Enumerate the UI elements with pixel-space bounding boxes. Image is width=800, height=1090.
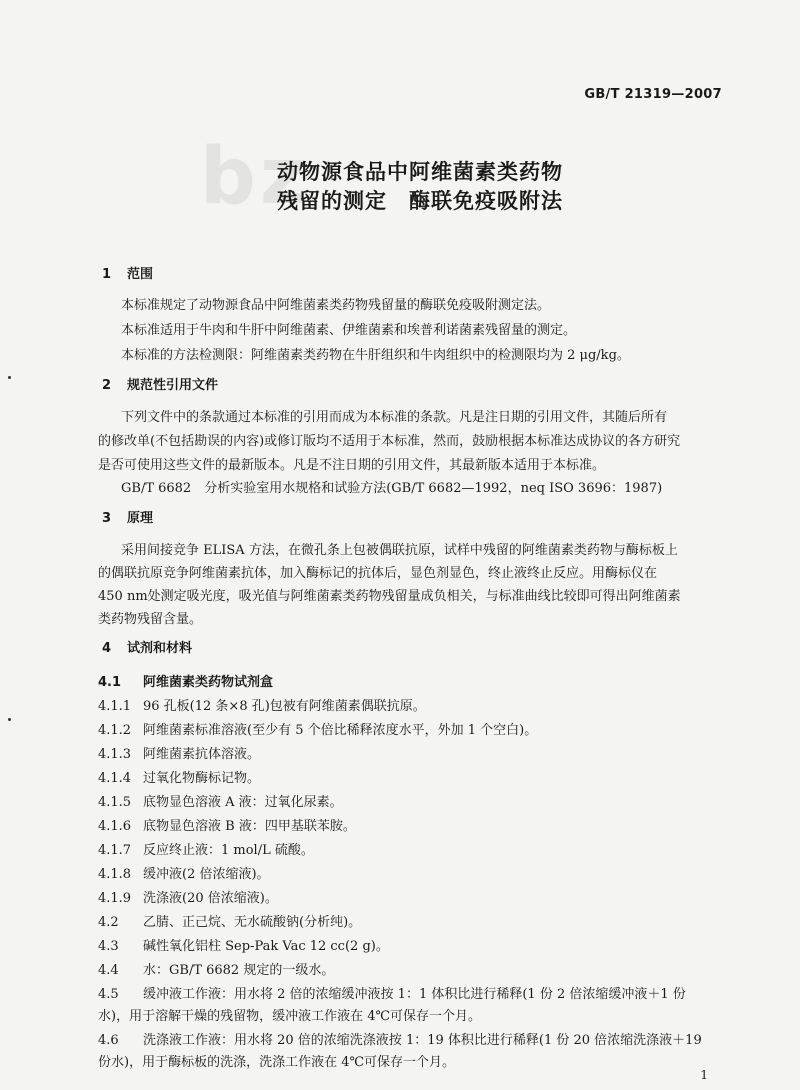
section-heading-2: 2 规范性引用文件 [102,378,219,393]
clause-item: 4.1.4 过氧化物酶标记物。 [98,771,261,786]
paragraph: 的偶联抗原竞争阿维菌素抗体，加入酶标记的抗体后，显色剂显色，终止液终止反应。用酶标仪在 [98,566,658,581]
paragraph: 采用间接竞争 ELISA 方法，在微孔条上包被偶联抗原，试样中残留的阿维菌素类药物与酶标板上 [121,543,678,558]
normative-reference: GB/T 6682 分析实验室用水规格和试验方法(GB/T 6682—1992，neq ISO 3696：1987) [121,481,663,496]
clause-item: 4.1.3 阿维菌素抗体溶液。 [98,747,261,762]
section-heading-1: 1 范围 [102,267,154,282]
document-title-line2: 残留的测定 酶联免疫吸附法 [277,189,563,213]
paragraph: 类药物残留含量。 [98,612,203,627]
standard-number: GB/T 21319—2007 [584,87,722,102]
document-title-line1: 动物源食品中阿维菌素类药物 [277,160,563,184]
clause-item: 4.1.1 96 孔板(12 条×8 孔)包被有阿维菌素偶联抗原。 [98,699,426,714]
clause-continuation: 份水)，用于酶标板的洗涤，洗涤工作液在 4℃可保存一个月。 [98,1055,456,1070]
paragraph: 本标准规定了动物源食品中阿维菌素类药物残留量的酶联免疫吸附测定法。 [121,298,551,313]
scan-artifact [8,718,11,721]
clause-continuation: 水)，用于溶解干燥的残留物，缓冲液工作液在 4℃可保存一个月。 [98,1009,482,1024]
clause-item: 4.4 水：GB/T 6682 规定的一级水。 [98,963,335,978]
paragraph: 下列文件中的条款通过本标准的引用而成为本标准的条款。凡是注日期的引用文件，其随后所有 [121,410,668,425]
section-heading-4: 4 试剂和材料 [102,641,193,656]
page-number: 1 [700,1068,708,1082]
clause-item: 4.1.6 底物显色溶液 B 液：四甲基联苯胺。 [98,819,356,834]
clause-item: 4.3 碱性氧化铝柱 Sep-Pak Vac 12 cc(2 g)。 [98,939,389,954]
clause-item: 4.1.7 反应终止液：1 mol/L 硫酸。 [98,843,314,858]
watermark: bz [200,132,310,222]
clause-item: 4.1.9 洗涤液(20 倍浓缩液)。 [98,891,278,906]
clause-4-1: 4.1 阿维菌素类药物试剂盒 [98,675,274,690]
section-heading-3: 3 原理 [102,511,154,526]
clause-item: 4.5 缓冲液工作液：用水将 2 倍的浓缩缓冲液按 1：1 体积比进行稀释(1 份 2 倍浓缩缓冲液＋1 份 [98,987,686,1002]
paragraph: 的修改单(不包括勘误的内容)或修订版均不适用于本标准，然而，鼓励根据本标准达成协议的各方研究 [98,434,681,449]
clause-item: 4.6 洗涤液工作液：用水将 20 倍的浓缩洗涤液按 1：19 体积比进行稀释(1 份 20 倍浓缩洗涤液＋19 [98,1033,702,1048]
clause-item: 4.1.8 缓冲液(2 倍浓缩液)。 [98,867,270,882]
paragraph: 本标准适用于牛肉和牛肝中阿维菌素、伊维菌素和埃普利诺菌素残留量的测定。 [121,323,577,338]
clause-item: 4.2 乙腈、正己烷、无水硫酸钠(分析纯)。 [98,915,362,930]
clause-item: 4.1.2 阿维菌素标准溶液(至少有 5 个倍比稀释浓度水平，外加 1 个空白)。 [98,723,538,738]
paragraph: 450 nm处测定吸光度，吸光值与阿维菌素类药物残留量成负相关，与标准曲线比较即可得出阿维菌素 [98,589,681,604]
paragraph: 本标准的方法检测限：阿维菌素类药物在牛肝组织和牛肉组织中的检测限均为 2 μg/kg。 [121,348,630,363]
paragraph: 是否可使用这些文件的最新版本。凡是不注日期的引用文件，其最新版本适用于本标准。 [98,458,606,473]
clause-item: 4.1.5 底物显色溶液 A 液：过氧化尿素。 [98,795,343,810]
